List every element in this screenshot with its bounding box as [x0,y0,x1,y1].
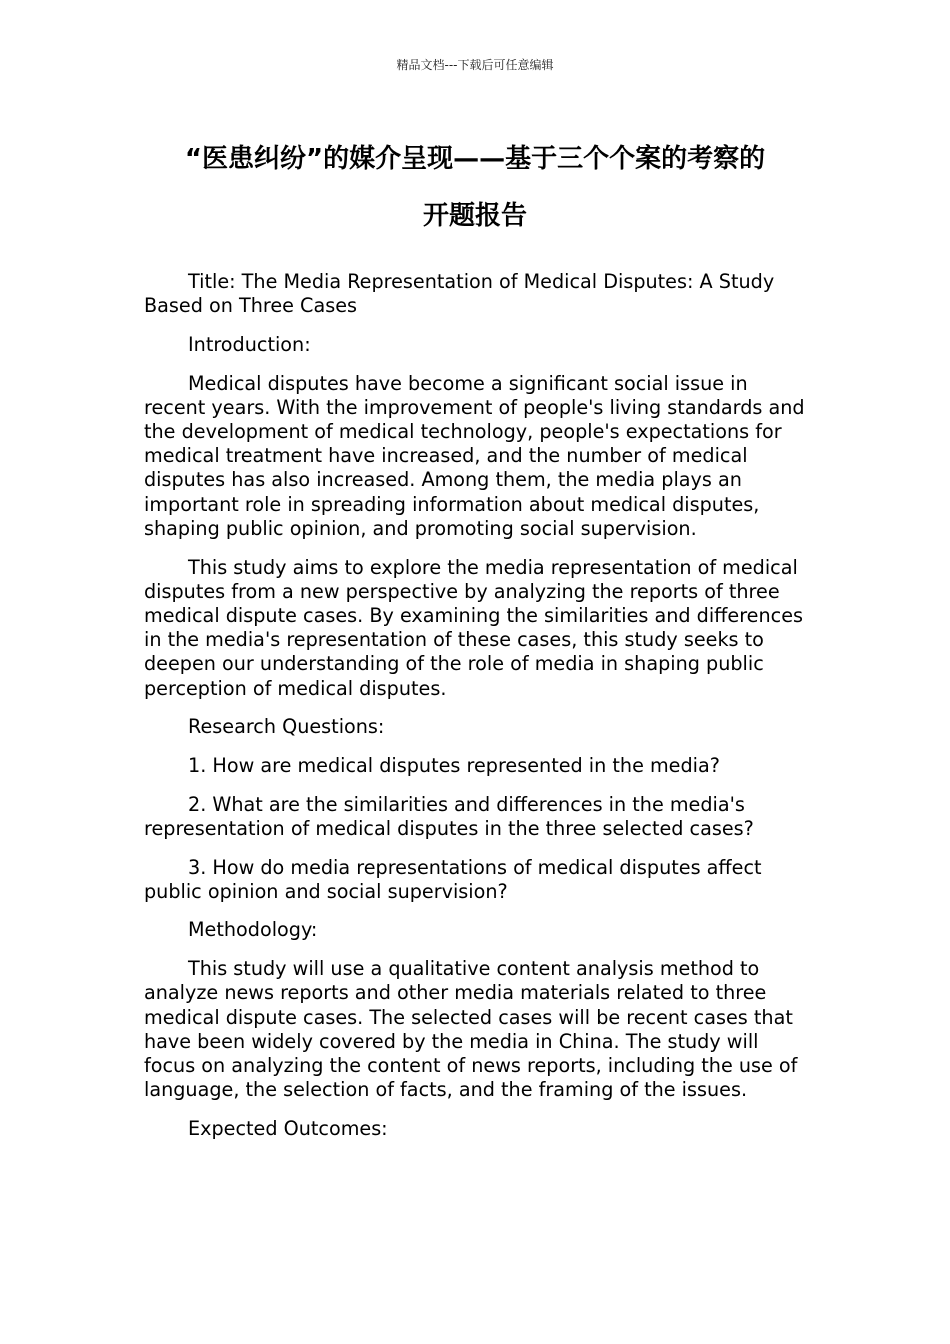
research-question-2: 2. What are the similarities and differences in the media's representation of medical disputes in the three selected cases? [144,792,754,840]
document-title-line-2: 开题报告 [422,201,527,231]
introduction-paragraph-1: Medical disputes have become a significant social issue in recent years. With the improvement of people's living standards and the development of medical technology, people's expectations for medical treatment have increased, and the number of medical disputes has also increased. Among them, the media plays an important role in spreading information about medical disputes, shaping public opinion, and promoting social supervision. [144,371,805,540]
section-heading-expected-outcomes: Expected Outcomes: [188,1116,388,1140]
section-heading-introduction: Introduction: [188,332,311,356]
document-body [144,270,812,1156]
introduction-paragraph-2: This study aims to explore the media representation of medical disputes from a new perspective by analyzing the reports of three medical dispute cases. By examining the similarities and differences in the media's representation of these cases, this study seeks to deepen our understanding of the role of media in shaping public perception of medical disputes. [144,555,803,700]
document-title-line-1: “医患纠纷”的媒介呈现——基于三个个案的考察的 [184,144,766,174]
research-question-1: 1. How are medical disputes represented in the media? [188,753,720,777]
research-question-3: 3. How do media representations of medical disputes affect public opinion and social supervision? [144,855,762,903]
title-paragraph: Title: The Media Representation of Medical Disputes: A Study Based on Three Cases [144,270,775,318]
header-note: 精品文档---下载后可任意编辑 [396,58,554,72]
methodology-paragraph: This study will use a qualitative content analysis method to analyze news reports and other media materials related to three medical dispute cases. The selected cases will be recent cases that have been widely covered by the media in China. The study will focus on analyzing the content of news reports, including the use of language, the selection of facts, and the framing of the issues. [144,957,798,1102]
section-heading-methodology: Methodology: [188,918,318,942]
section-heading-research-questions: Research Questions: [188,715,385,739]
document-title [130,131,820,245]
